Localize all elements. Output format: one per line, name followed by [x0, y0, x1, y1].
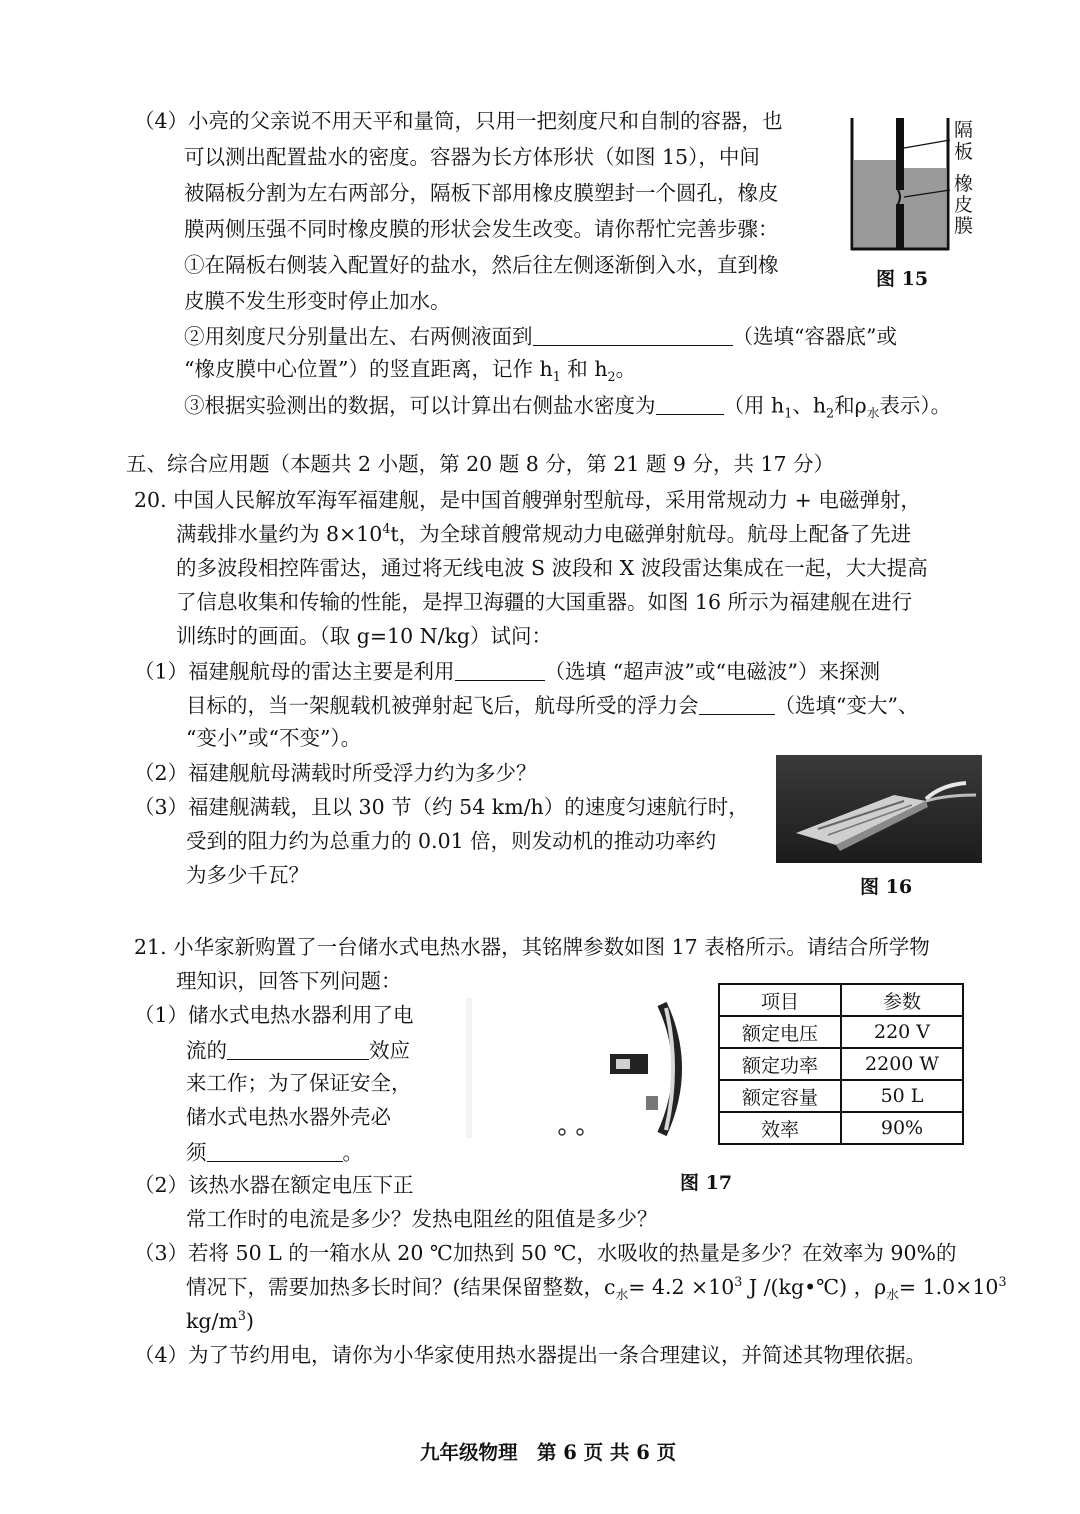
q4-line-1: （4）小亮的父亲说不用天平和量筒，只用一把刻度尺和自制的容器，也 [134, 109, 783, 133]
q20-part-1-cont: 目标的，当一架舰载机被弹射起飞后，航母所受的浮力会 （选填“变大”、 [186, 693, 919, 718]
q20-part-3-cont: 受到的阻力约为总重力的 0.01 倍，则发动机的推动功率约 [186, 829, 717, 853]
q21-part-1-line-4: 储水式电热水器外壳必 [186, 1105, 391, 1129]
q20-part-3: （3）福建舰满载，且以 30 节（约 54 km/h）的速度匀速航行时， [134, 795, 749, 819]
answer-blank[interactable] [207, 1140, 343, 1162]
table-header-row [719, 984, 963, 1016]
q4-line-3: 被隔板分割为左右两部分，隔板下部用橡皮膜塑封一个圆孔，橡皮 [184, 181, 779, 205]
q21-part-1: （1）储水式电热水器利用了电 [134, 1003, 414, 1027]
q21-part-4: （4）为了节约用电，请你为小华家使用热水器提出一条合理建议，并简述其物理依据。 [134, 1343, 927, 1367]
table-cell-value: 2200 W [841, 1048, 963, 1080]
q4-step-2: ②用刻度尺分别量出左、右两侧液面到 （选填“容器底”或 [184, 324, 897, 349]
answer-blank[interactable] [656, 393, 724, 415]
q20-line-3: 的多波段相控阵雷达，通过将无线电波 S 波段和 X 波段雷达集成在一起，大大提高 [176, 556, 928, 580]
figure-16-photo [776, 755, 982, 863]
table-cell-value: 90% [841, 1112, 963, 1144]
q4-line-5: ①在隔板右侧装入配置好的盐水，然后往左侧逐渐倒入水，直到橡 [184, 253, 779, 277]
heater-logo-mark [646, 1096, 658, 1110]
q21-part-3-line-2: 情况下，需要加热多长时间？(结果保留整数，$c_水= 4.2 \times 10^3$ J /(kg•℃) ，$\rho_水= 1.0\times 10^3$ [186, 1274, 1007, 1303]
q21-line-2: 理知识，回答下列问题： [176, 969, 402, 993]
table-header-cell: 参数 [841, 984, 963, 1016]
q21-part-2: （2）该热水器在额定电压下正 [134, 1173, 414, 1197]
table-row [719, 1016, 963, 1048]
q20-line-1: 20. 中国人民解放军海军福建舰，是中国首艘弹射型航母，采用常规动力 + 电磁弹射， [134, 488, 921, 512]
q20-part-1-options: “变小”或“不变”）。 [186, 726, 362, 750]
q20-line-5: 训练时的画面。（取 g=10 N/kg）试问： [176, 624, 553, 648]
section-5-heading: 五、综合应用题（本题共 2 小题，第 20 题 8 分，第 21 题 9 分，共 17 分） [126, 452, 835, 476]
q4-step-3: ③根据实验测出的数据，可以计算出右侧盐水密度为 （用 $h_1$、$h_2$和$\rho_水$表示）。 [184, 393, 952, 421]
table-row [719, 1080, 963, 1112]
q4-line-2: 可以测出配置盐水的密度。容器为长方体形状（如图 15），中间 [184, 145, 760, 169]
answer-blank[interactable] [455, 659, 545, 681]
figure-16-caption: 图 16 [860, 876, 913, 898]
q4-step-2-cont: “橡皮膜中心位置”）的竖直距离，记作 $h_1$ 和 $h_2$。 [184, 357, 637, 385]
nameplate-table [718, 983, 964, 1145]
answer-blank[interactable] [227, 1038, 369, 1060]
q4-line-4: 膜两侧压强不同时橡皮膜的形状会发生改变。请你帮忙完善步骤： [184, 217, 779, 241]
q20-part-2: （2）福建舰航母满载时所受浮力约为多少？ [134, 761, 537, 785]
answer-blank[interactable] [699, 693, 775, 715]
q21-part-1-line-5: 须 。 [186, 1140, 363, 1165]
figure-15-container [846, 118, 986, 288]
q21-part-1-line-3: 来工作；为了保证安全， [186, 1071, 412, 1095]
table-cell-label: 额定电压 [719, 1016, 841, 1048]
figure-15-caption: 图 15 [876, 268, 929, 290]
figure-17-caption: 图 17 [680, 1172, 733, 1194]
partition-upper [896, 118, 904, 190]
q20-line-2: 满载排水量约为 $8\times 10^4t$，为全球首艘常规动力电磁弹射航母。航母上配备了先进 [176, 521, 912, 546]
page-footer: 九年级物理 第 6 页 共 6 页 [420, 1441, 677, 1464]
fig15-label-partition: 隔 板 [954, 119, 974, 163]
table-header-cell: 项目 [719, 984, 841, 1016]
answer-blank[interactable] [533, 324, 733, 346]
q21-part-3: （3）若将 50 L 的一箱水从 20 ℃加热到 50 ℃，水吸收的热量是多少？在效率为 90%的 [134, 1241, 957, 1265]
table-cell-value: 50 L [841, 1080, 963, 1112]
q4-line-6: 皮膜不发生形变时停止加水。 [184, 289, 451, 313]
water-heater-drawing [466, 998, 696, 1148]
liquid-left-extra [854, 160, 900, 168]
table-cell-label: 效率 [719, 1112, 841, 1144]
water-heater-image [466, 998, 696, 1148]
partition-lower [896, 204, 904, 250]
table-cell-label: 额定容量 [719, 1080, 841, 1112]
q20-line-4: 了信息收集和传输的性能，是捍卫海疆的大国重器。如图 16 所示为福建舰在进行 [176, 590, 913, 614]
table-cell-value: 220 V [841, 1016, 963, 1048]
q21-part-1-line-2: 流的 效应 [186, 1038, 410, 1063]
q20-part-3-end: 为多少千瓦？ [186, 863, 309, 887]
carrier-photo [776, 755, 982, 863]
table-cell-label: 额定功率 [719, 1048, 841, 1080]
table-row [719, 1048, 963, 1080]
q21-part-2-cont: 常工作时的电流是多少？发热电阻丝的阻值是多少？ [186, 1207, 658, 1231]
table-row [719, 1112, 963, 1144]
partition-pointer [904, 140, 950, 148]
q21-part-3-line-3: $kg/m^3$) [186, 1308, 254, 1333]
fig15-label-membrane: 橡 皮 膜 [954, 173, 974, 237]
q21-line-1: 21. 小华家新购置了一台储水式电热水器，其铭牌参数如图 17 表格所示。请结合所学物 [134, 935, 930, 959]
q20-part-1: （1）福建舰航母的雷达主要是利用 （选填 “超声波”或“电磁波”）来探测 [134, 659, 880, 684]
